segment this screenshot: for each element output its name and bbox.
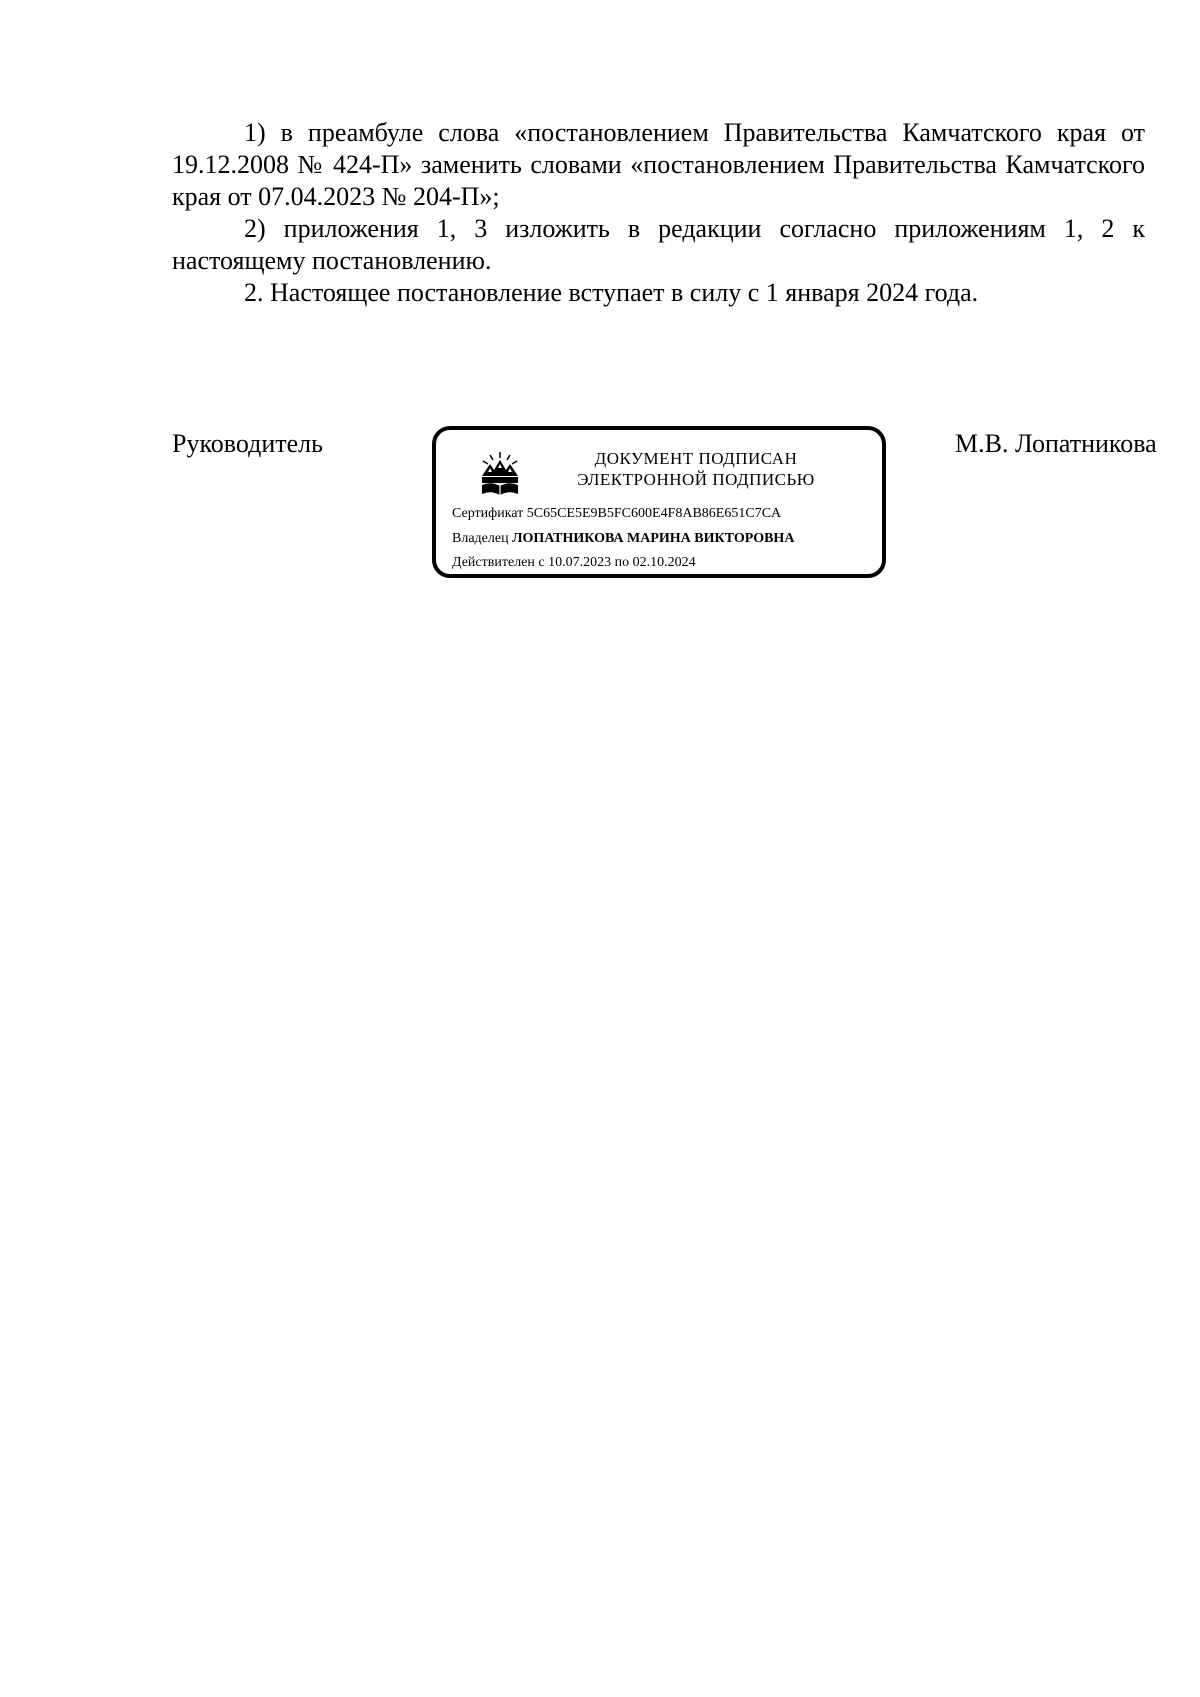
kamchatka-emblem-icon [476, 450, 524, 498]
paragraph-preamble-amendment: 1) в преамбуле слова «постановлением Правительства Камчатского края от 19.12.2008 № 424-П» заменить словами «постановлением Правительства Камчатского края от 07.04.2023 № 204-П»; [172, 118, 1145, 211]
valid-from-label: с [538, 555, 545, 570]
signer-name: М.В. Лопатникова [955, 429, 1157, 458]
valid-to-label: по [614, 555, 630, 570]
stamp-heading-line1: ДОКУМЕНТ ПОДПИСАН [594, 449, 798, 468]
owner-label: Владелец [452, 531, 509, 546]
stamp-owner [452, 530, 794, 548]
valid-from-date: 10.07.2023 [548, 555, 612, 570]
valid-label: Действителен [452, 555, 535, 570]
stamp-validity [452, 554, 696, 572]
paragraph-appendix-amendment: 2) приложения 1, 3 изложить в редакции согласно приложениям 1, 2 к настоящему постановлению. [172, 214, 1145, 275]
paragraph-effective-date: 2. Настоящее постановление вступает в силу с 1 января 2024 года. [244, 278, 979, 307]
certificate-value: 5C65CE5E9B5FC600E4F8AB86E651C7CA [526, 506, 782, 521]
certificate-label: Сертификат [452, 506, 524, 521]
signature-block [0, 0, 1200, 600]
owner-value: ЛОПАТНИКОВА МАРИНА ВИКТОРОВНА [512, 531, 795, 546]
valid-to-date: 02.10.2024 [632, 555, 696, 570]
stamp-heading [546, 448, 846, 490]
electronic-signature-stamp [432, 426, 886, 578]
stamp-certificate [452, 505, 781, 523]
signer-position: Руководитель [172, 429, 323, 458]
stamp-heading-line2: ЭЛЕКТРОННОЙ ПОДПИСЬЮ [577, 470, 815, 489]
